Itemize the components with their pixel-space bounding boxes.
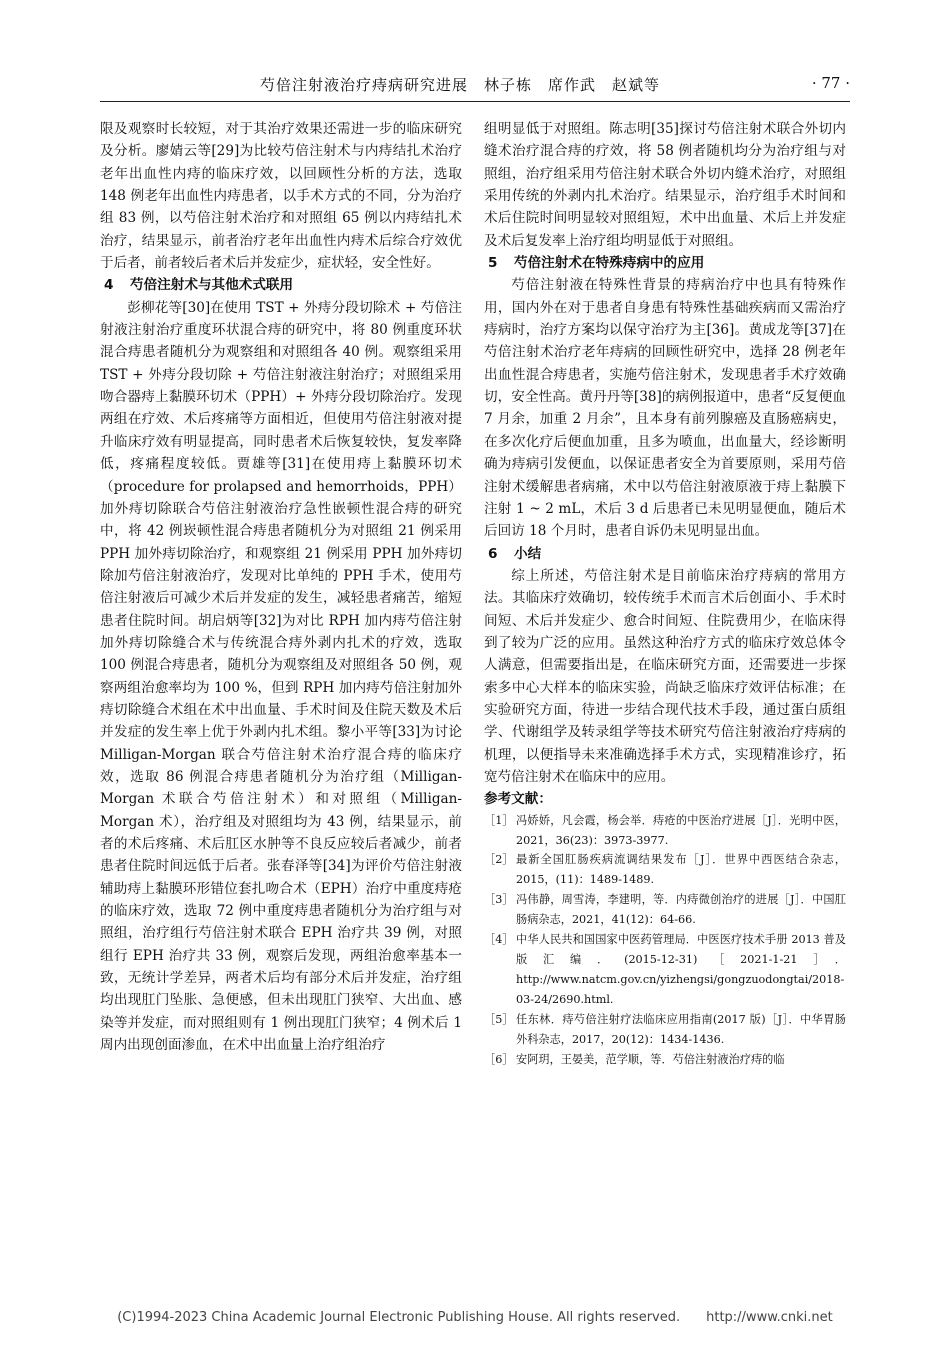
paragraph: 彭柳花等[30]在使用 TST + 外痔分段切除术 + 芍倍注射液注射治疗重度环状混合痔的研究中，将 80 例重度环状混合痔患者随机分为观察组和对照组各 40 例。观察组采用 TST + 外痔分段切除 + 芍倍注射液注射治疗；对照组采用吻合器痔上黏膜环切术（PPH）+ 外痔分段切除治疗。发现两组在疗效、术后疼痛等方面相近，但使用芍倍注射液对提升临床疗效有明显提高，同时患者术后恢复较快，复发率降低，疼痛程度较低。贾雄等[31]在使用痔上黏膜环切术（procedure for prolapsed and hemorrhoids，PPH）加外痔切除联合芍倍注射液治疗急性嵌顿性混合痔的研究中，将 42 例崁顿性混合痔患者随机分为对照组 21 例采用 PPH 加外痔切除治疗，和观察组 21 例采用 PPH 加外痔切除加芍倍注射液治疗，发现对比单纯的 PPH 手术，使用芍倍注射液后可减少术后并发症的发生，减轻患者痛苦，缩短患者住院时间。胡启炳等[32]为对比 RPH 加内痔芍倍注射加外痔切除缝合术与传统混合痔外剥内扎术的疗效，选取 100 例混合痔患者，随机分为观察组及对照组各 50 例，观察两组治愈率均为 100 %，但到 RPH 加内痔芍倍注射加外痔切除缝合术组在术中出血量、手术时间及住院天数及术后并发症的发生率上优于外剥内扎术组。黎小平等[33]为讨论 Milligan-Morgan 联合芍倍注射术治疗混合痔的临床疗效，选取 86 例混合痔患者随机分为治疗组（Milligan-Morgan 术联合芍倍注射术）和对照组（Milligan-Morgan 术），治疗组及对照组均为 43 例，结果显示，前者的术后疼痛、术后肛区水肿等不良反应较后者减少，前者患者住院时间远低于后者。张春泽等[34]为评价芍倍注射液辅助痔上黏膜环形错位套扎吻合术（EPH）治疗中重度痔疮的临床疗效，选取 72 例中重度痔患者随机分为治疗组与对照组，治疗组行芍倍注射术联合 EPH 治疗共 39 例，对照组行 EPH 治疗共 33 例，观察后发现，两组治愈率基本一致，无统计学差异，两者术后均有部分术后并发症，治疗组均出现肛门坠胀、急便感，但未出现肛门狭窄、大出血、感染等并发症，而对照组则有 1 例出现肛门狭窄；4 例术后 1 周内出现创面渗血，在术中出血量上治疗组治疗	[100, 299, 462, 1054]
paragraph: 综上所述，芍倍注射术是目前临床治疗痔病的常用方法。其临床疗效确切，较传统手术而言术后创面小、手术时间短、术后并发症少、愈合时间短、住院费用少，在临床得到了较为广泛的应用。虽然这种治疗方式的临床疗效总体令人满意，但需要指出是，在临床研究方面，还需要进一步探索多中心大样本的临床实验，尚缺乏临床疗效评估标准；在实验研究方面，待进一步结合现代技术手段，通过蛋白质组学、代谢组学及转录组学等技术研究芍倍注射液治疗痔病的机理，以便指导未来准确选择手术方式，实现精准诊疗，拓宽芍倍注射术在临床中的应用。	[484, 567, 846, 785]
reference-text: 安阿玥，王晏美，范学顺，等．芍倍注射液治疗痔的临	[516, 1052, 785, 1066]
copyright-footer: (C)1994-2023 China Academic Journal Electronic Publishing House. All rights reserved. http://www.cnki.net	[117, 1310, 833, 1325]
reference-item	[484, 850, 846, 890]
reference-number: ［2］	[484, 853, 514, 867]
section-title: 芍倍注射术与其他术式联用	[130, 277, 294, 294]
section-title: 小结	[514, 545, 542, 562]
reference-item	[484, 890, 846, 930]
left-column	[100, 118, 462, 1056]
reference-item	[484, 1050, 846, 1070]
reference-item	[484, 1010, 846, 1050]
section-number: 5	[488, 255, 498, 272]
reference-number: ［3］	[484, 893, 514, 907]
reference-text: 任东林．痔芍倍注射疗法临床应用指南(2017 版)［J］．中华胃肠外科杂志，2017，20(12)：1434-1436.	[516, 1012, 846, 1046]
reference-text: 中华人民共和国国家中医药管理局．中医医疗技术手册 2013 普及版汇编．(2015-12-31)［2021-1-21］．http://www.natcm.gov.cn/yizhengsi/gongzuodongtai/2018-03-24/2690.html.	[516, 933, 846, 1006]
paragraph: 组明显低于对照组。陈志明[35]探讨芍倍注射术联合外切内缝术治疗混合痔的疗效，将 58 例者随机均分为治疗组与对照组，治疗组采用芍倍注射术联合外切内缝术治疗，对照组采用传统的外剥内扎术治疗。结果显示，治疗组手术时间和术后住院时间明显较对照组短，术中出血量、术后上并发症及术后复发率上治疗组均明显低于对照组。	[484, 121, 846, 249]
section-title: 芍倍注射术在特殊痔病中的应用	[514, 255, 705, 272]
running-title: 芍倍注射液治疗痔病研究进展 林子栋 席作武 赵斌等	[260, 76, 661, 94]
reference-item	[484, 811, 846, 851]
references-heading: 参考文献：	[484, 791, 552, 808]
right-column	[484, 118, 846, 1069]
page-number: · 77 ·	[811, 74, 850, 92]
reference-number: ［6］	[484, 1052, 514, 1066]
reference-number: ［4］	[484, 933, 514, 947]
reference-text: 冯伟静，周雪涛，李建明，等．内痔微创治疗的进展［J］．中国肛肠病杂志，2021，41(12)：64-66.	[516, 893, 846, 927]
paragraph: 芍倍注射液在特殊性背景的痔病治疗中也具有特殊作用，国内外在对于患者自身患有特殊性基础疾病而又需治疗痔病时，治疗方案均以保守治疗为主[36]。黄成龙等[37]在芍倍注射术治疗老年痔病的回顾性研究中，选择 28 例老年出血性混合痔患者，实施芍倍注射术，发现患者手术疗效确切，安全性高。黄丹丹等[38]的病例报道中，患者“反复便血 7 月余，加重 2 月余”，且本身有前列腺癌及直肠癌病史，在多次化疗后便血加重，且多为喷血，出血量大，经诊断明确为痔病引发便血，以保证患者安全为首要原则，采用芍倍注射术缓解患者病痛，术中以芍倍注射液原液于痔上黏膜下注射 1 ~ 2 mL，术后 3 d 后患者已未见明显便血，随后术后回访 18 个月时，患者自诉仍未见明显出血。	[484, 277, 846, 540]
section-number: 6	[488, 545, 498, 562]
header-divider	[100, 101, 850, 102]
reference-text: 冯娇娇，凡会霞，杨会举．痔疮的中医治疗进展［J］．光明中医，2021，36(23)：3973-3977.	[516, 813, 846, 847]
section-heading	[484, 543, 846, 565]
reference-number: ［1］	[484, 813, 514, 827]
reference-item	[484, 930, 846, 1010]
page-header	[100, 74, 850, 98]
reference-list	[484, 811, 846, 1070]
reference-number: ［5］	[484, 1012, 514, 1026]
reference-text: 最新全国肛肠疾病流调结果发布［J］．世界中西医结合杂志，2015，(11)：1489-1489.	[516, 853, 846, 887]
section-number: 4	[104, 277, 114, 294]
paragraph: 限及观察时长较短，对于其治疗效果还需进一步的临床研究及分析。廖婧云等[29]为比较芍倍注射术与内痔结扎术治疗老年出血性内痔的临床疗效，以回顾性分析的方法，选取 148 例老年出血性内痔患者，以手术方式的不同，分为治疗组 83 例，以芍倍注射术治疗和对照组 65 例以内痔结扎术治疗，结果显示，前者治疗老年出血性内痔术后综合疗效优于后者，前者较后者术后并发症少，症状轻，安全性好。	[100, 121, 462, 272]
section-heading	[484, 252, 846, 274]
section-heading	[100, 274, 462, 296]
